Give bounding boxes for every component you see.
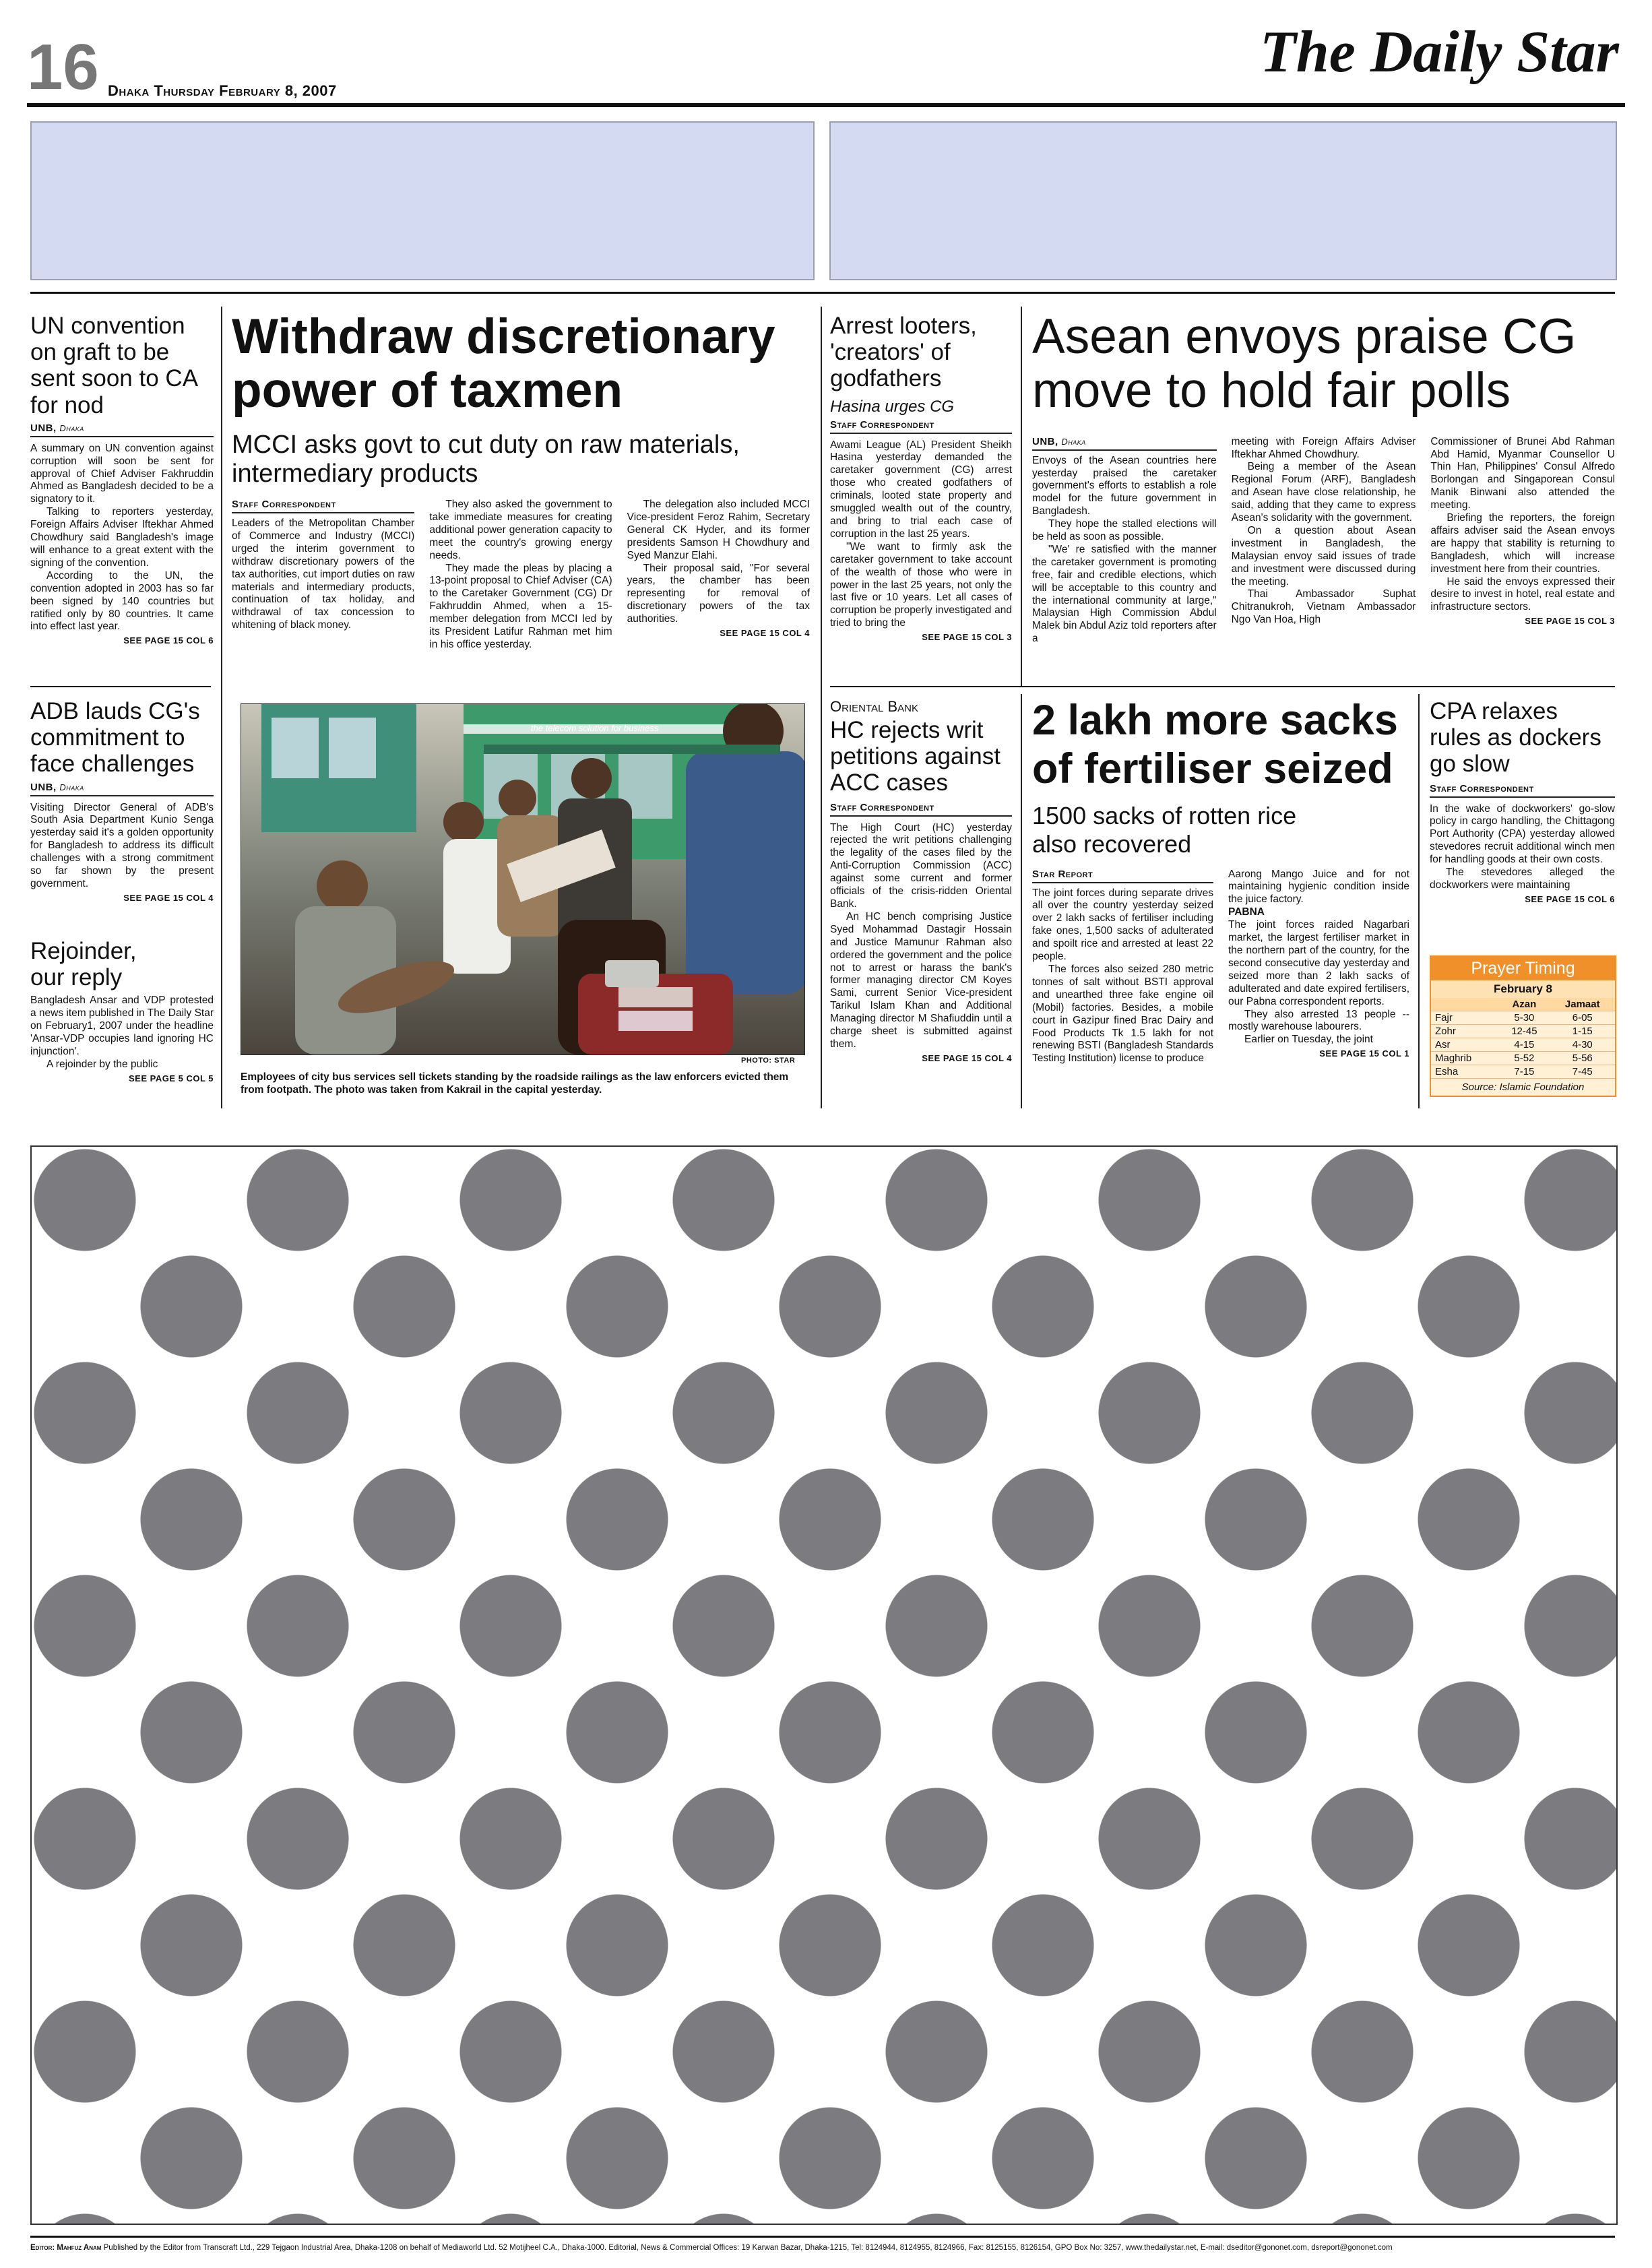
jump-line: SEE PAGE 15 COL 4 xyxy=(922,1052,1012,1063)
prayer-source: Source: Islamic Foundation xyxy=(1461,1081,1585,1093)
story-cpa xyxy=(1430,698,1615,904)
story-body: Leaders of the Metropolitan Chamber of Commerce and Industry (MCCI) urged the interim government to withdraw discretionary powers of the tax authorities, cut import duties on raw materials and intermediary products, continuation of tax holiday, and withdrawal of tax concession to whitening of black money. xyxy=(232,517,415,631)
story-taxmen xyxy=(232,310,810,652)
jump-line: SEE PAGE 15 COL 6 xyxy=(1525,893,1615,904)
headline: UN convention on graft to be sent soon to CA for nod xyxy=(30,313,197,418)
byline: Staff Correspondent xyxy=(830,802,1012,817)
kicker: Oriental Bank xyxy=(830,698,918,715)
subhead: Hasina urges CG xyxy=(830,397,955,416)
jump-line: SEE PAGE 15 COL 6 xyxy=(123,635,214,646)
story-body: They also asked the government to take immediate measures for creating additional power generation capacity to meet the country's growing energy needs. They made the pleas by placing a 13-point proposal to Chief Adviser (CA) to the Caretaker Government (CG) Dr Fakhruddin Ahmed, when a 15-member delegation from MCCI led by its President Latifur Rahman met him in his office yesterday. xyxy=(429,498,612,650)
masthead-rule xyxy=(27,103,1625,107)
story-body: Aarong Mango Juice and for not maintaining hygienic condition inside the juice factory. PABNA The joint forces raided Nagarbari market, the largest fertiliser market in the northern part of the country, for the second consecutive day yesterday and seized more than 2 lakh sacks of adulterated and date expired fertilisers, our Pabna correspondent reports. They also arrested 13 people -- mostly warehouse labourers. Earlier on Tuesday, the joint xyxy=(1228,868,1409,1046)
photo-illustration xyxy=(241,704,804,1054)
jump-line: SEE PAGE 15 COL 3 xyxy=(922,632,1012,643)
story-adb xyxy=(30,698,214,903)
table-row: Fajr 5-30 6-05 xyxy=(1431,1011,1615,1025)
byline: Star Report xyxy=(1032,869,1213,883)
ad-space-left xyxy=(30,121,815,280)
story-fertiliser xyxy=(1032,697,1409,1065)
news-photo xyxy=(241,703,805,1055)
table-row: Zohr 12-45 1-15 xyxy=(1431,1025,1615,1038)
jump-line: SEE PAGE 15 COL 4 xyxy=(720,628,810,639)
dateline: Dhaka Thursday February 8, 2007 xyxy=(108,82,337,99)
editor-credit: Editor: Mahfuz Anam xyxy=(30,2244,102,2252)
column-rule xyxy=(1021,307,1022,687)
story-body: The delegation also included MCCI Vice-president Feroz Rahim, Secretary General CK Hyder, and its former presidents Samson H Chowdhury and Syed Manzur Elahi. Their proposal said, "For several years, the chamber has been representing for removal of discretionary powers of the tax authorities. xyxy=(627,498,810,625)
story-body: Bangladesh Ansar and VDP protested a news item published in The Daily Star on February1, 2007 under the headline 'Ansar-VDP occupies land ignoring HC injunction'. A rejoinder by the public xyxy=(30,995,214,1070)
table-row: Asr 4-15 4-30 xyxy=(1431,1038,1615,1052)
story-rejoinder xyxy=(30,938,214,1083)
headline: 2 lakh more sacks of fertiliser seized xyxy=(1032,697,1398,792)
byline: Staff Correspondent xyxy=(1430,783,1615,798)
story-body: Awami League (AL) President Sheikh Hasina yesterday demanded the caretaker government (CG) arrest those who created godfathers of criminals, looted state property and smuggled wealth out of the country, and bring to trial each case of corruption in the last 25 years. "We want to firmly ask the caretaker government to take account of the wealth of those who were in power in the last 25 years, not only the last five or 10 years. Let all cases of corruption be properly investigated and tried to bring the xyxy=(830,439,1012,629)
column-rule xyxy=(1418,694,1420,1108)
story-body: Visiting Director General of ADB's South Asia Department Kunio Senga yesterday said it's a golden opportunity for Bangladesh to address its difficult challenges with a strong commitment so far shown by the present government. xyxy=(30,801,214,889)
headline: Asean envoys praise CG move to hold fair polls xyxy=(1032,309,1577,418)
dateline-sub: PABNA xyxy=(1228,906,1265,918)
jump-line: SEE PAGE 15 COL 4 xyxy=(123,892,214,903)
dotted-ad-space xyxy=(30,1145,1618,2225)
footer-rule xyxy=(30,2236,1615,2238)
row-rule xyxy=(30,686,211,687)
prayer-table xyxy=(1431,998,1615,1079)
table-header-row xyxy=(1431,998,1615,1011)
bus-sign-text: the telecom solution for business xyxy=(531,723,659,733)
prayer-title: Prayer Timing xyxy=(1431,957,1615,980)
page-number: 16 xyxy=(27,31,99,103)
photo-credit: PHOTO: STAR xyxy=(741,1057,796,1065)
jump-line: SEE PAGE 15 COL 1 xyxy=(1319,1048,1409,1059)
column-rule xyxy=(821,307,822,1108)
column-rule xyxy=(1021,694,1022,1108)
story-looters xyxy=(830,313,1012,642)
byline: UNB, Dhaka xyxy=(1032,436,1217,451)
story-body: Commissioner of Brunei Abd Rahman Abd Hamid, Myanmar Counsellor U Thin Han, Philippines' Consul Alfredo Borlongan and Singaporean Consul Manik Binwani also attended the meeting. Briefing the reporters, the foreign affairs adviser said the Asean envoys are happy that stability is returning to Bangladesh, which will increase investment here from their countries. He said the envoys expressed their desire to invest in hotel, real estate and infrastructure sectors. xyxy=(1430,435,1616,613)
ad-space-right xyxy=(829,121,1617,280)
logo: The Daily Star xyxy=(1260,20,1619,85)
headline: Rejoinder, our reply xyxy=(30,938,137,991)
table-row: Esha 7-15 7-45 xyxy=(1431,1065,1615,1079)
byline: Staff Correspondent xyxy=(830,419,1012,434)
story-body: The High Court (HC) yesterday rejected the writ petitions challenging the legality of the cases filed by the Anti-Corruption Commission (ACC) against some current and former officials of the crisis-ridden Oriental Bank. An HC bench comprising Justice Syed Mohammad Dastagir Hossain and Justice Mamunur Rahman also ordered the government and the police not to arrest or harass the bank's former managing director CM Koyes Sami, current Senior Vice-president Tarikul Islam Khan and Additional Managing director M Shafiuddin until a charge sheet is submitted against them. xyxy=(830,821,1012,1050)
imprint-text: Published by the Editor from Transcraft Ltd., 229 Tejgaon Industrial Area, Dhaka-1208 on behalf of Mediaworld Ltd. 52 Motijheel C.A., Dhaka-1000. Editorial, News & Commercial Offices: 19 Karwan Bazar, Dhaka-1215, Tel: 8124944, 8124955, 8124966, Fax: 8125155, 8126154, GPO Box No: 3257, www.thedailystar.net, E-mail: dseditor@gononet.com, dsreport@gononet.com xyxy=(103,2244,1393,2252)
headline: Withdraw discretionary power of taxmen xyxy=(232,309,775,418)
header-cell: Jamaat xyxy=(1550,998,1615,1011)
headline: CPA relaxes rules as dockers go slow xyxy=(1430,698,1601,778)
footer-imprint xyxy=(30,2244,1615,2252)
jump-line: SEE PAGE 15 COL 3 xyxy=(1525,616,1616,627)
header-cell xyxy=(1431,998,1498,1011)
jump-line: SEE PAGE 5 COL 5 xyxy=(128,1073,214,1083)
headline: ADB lauds CG's commitment to face challenges xyxy=(30,698,200,778)
table-row: Maghrib 5-52 5-56 xyxy=(1431,1052,1615,1065)
prayer-date: February 8 xyxy=(1431,980,1615,998)
byline: Staff Correspondent xyxy=(232,499,414,513)
subhead: MCCI asks govt to cut duty on raw materials, intermediary products xyxy=(232,430,740,489)
prayer-timing-box xyxy=(1430,955,1616,1097)
row-rule xyxy=(830,686,1615,687)
story-body: Envoys of the Asean countries here yesterday praised the caretaker government's efforts to establish a role model for the future government in Bangladesh. They hope the stalled elections will be held as soon as possible. "We' re satisfied with the manner the caretaker government is promoting free, fair and credible elections, which will be acceptable to this country and the international community at large," Malaysian High Commission Abdul Malek bin Abdul Aziz told reporters after a xyxy=(1032,454,1217,645)
headline: HC rejects writ petitions against ACC cases xyxy=(830,717,1000,796)
byline: UNB, Dhaka xyxy=(30,782,214,796)
headline: Arrest looters, 'creators' of godfathers xyxy=(830,313,977,392)
story-body: A summary on UN convention against corruption will soon be sent for approval of Chief Adviser Fakhruddin Ahmed as Bangladesh decided to be a signatory to it. Talking to reporters yesterday, Foreign Affairs Adviser Iftekhar Ahmed Chowdhury said Bangladesh's image will enhance to a great extent with the signing of the convention. According to the UN, the convention adopted in 2003 has so far been signed by 140 countries but ratified only by 80 countries. It came into effect last year. xyxy=(30,442,214,633)
header-cell: Azan xyxy=(1498,998,1550,1011)
subhead: 1500 sacks of rotten rice also recovered xyxy=(1032,801,1297,858)
story-hc-writ xyxy=(830,698,1012,1063)
ad-rule xyxy=(30,292,1615,294)
column-rule xyxy=(221,307,222,1108)
story-body: The joint forces during separate drives all over the country yesterday seized over 2 lakh sacks of fertiliser including fake ones, 1,500 sacks of adulterated and spoilt rice and arrested at least 22 people. The forces also seized 280 metric tonnes of salt without BSTI approval and unearthed three fake engine oil (Mobil) factories. Besides, a mobile court in Gazipur fined Brac Dairy and Food Products Tk 1.5 lakh for not renewing BSTI (Bangladesh Standards Testing Institution) license to produce xyxy=(1032,887,1213,1065)
story-body: In the wake of dockworkers' go-slow policy in cargo handling, the Chittagong Port Authority (CPA) yesterday allowed stevedores recruit additional winch men for handling goods at their own costs. The stevedores alleged the dockworkers were maintaining xyxy=(1430,802,1615,891)
byline: UNB, Dhaka xyxy=(30,422,214,437)
story-body: meeting with Foreign Affairs Adviser Iftekhar Ahmed Chowdhury. Being a member of the Asean Regional Forum (ARF), Bangladesh and Asean have close relationship, he said, adding that they came to express Asean's solidarity with the government. On a question about Asean investment in Bangladesh, the Malaysian envoy said issues of trade and investment were discussed during the meeting. Thai Ambassador Suphat Chitranukroh, Vietnam Ambassador Ngo Van Hoa, High xyxy=(1231,435,1416,626)
story-asean xyxy=(1032,310,1615,645)
photo-caption: Employees of city bus services sell tickets standing by the roadside railings as the law enforcers evicted them from footpath. The photo was taken from Kakrail in the capital yesterday. xyxy=(241,1071,789,1096)
story-un-convention xyxy=(30,313,214,645)
